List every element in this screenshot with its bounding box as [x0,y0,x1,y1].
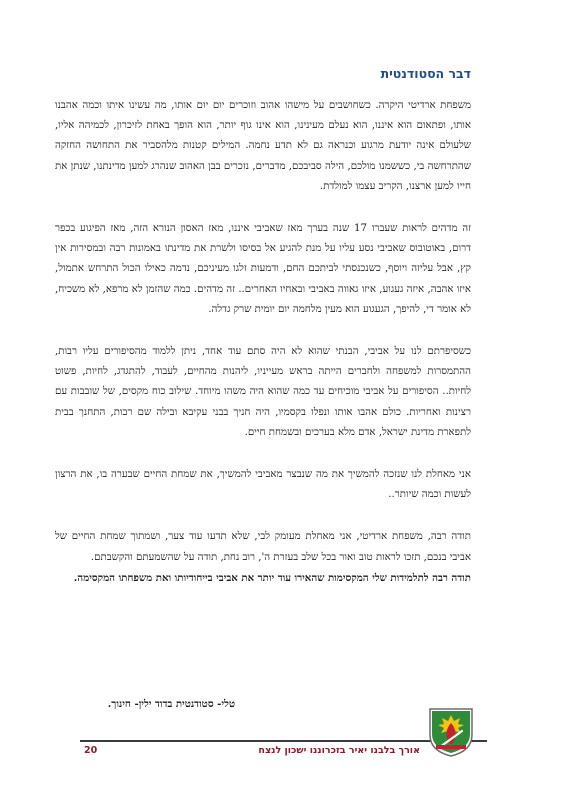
footer-motto: אורך בלבנו יאיר בזכרוננו ישכון לנצח [258,745,420,756]
unit-shield-emblem-icon [428,707,474,757]
paragraph-thanks-family: תודה רבה, משפחת ארדיטי, אני מאחלת מעומק לבי, שלא תדעו עוד צער, ושמתוך שמחת החיים של אביבי בנכם, תזכו לראות טוב ואור בכל שלב בעזרת ה', רוב נחת, תודה על שהשמעתם והקשבתם. [55,531,471,563]
paragraph-time-passed: זה מדהים לראות שעברו 17 שנה בערך מאז שאביבי איננו, מאז האסון הנורא הזה, מאז הפיגוע בכפר דרום, באוטובוס שאביבי נסע עליו על מנת להגיע אל בסיסו ולשרת את מדינתו באמונות רבה ובמסירות אין קץ, אבל עליזה ויוסף, כשנכנסתי לביתכם החם, ודמעות זלגו מעיניכם, נדמה כאילו הכול התרחש אתמול, איזו אהבה, איזה געגוע, איזו גאווה באביבי ובאחיו האחרים.. זה מדהים. כמה שהזמן לא מרפא, לא משכיח, לא אומר די, להיפך, הגעגוע הוא מעין מלחמה יום יומית שרק גדלה. [55,223,471,315]
signature: טלי- סטודנטית בדוד ילין- חינוך. [107,698,235,710]
paragraph-thanks-students: תודה רבה לתלמידות שלי המקסימות שהאירו עוד יותר את אביבי בייחודיותו ואת משפחתו המקסימה. [73,571,471,584]
paragraph-wish: אני מאחלת לנו שנזכה להמשיך את מה שנבצר מאביבי להמשיך, את שמחת החיים שבערה בו, את הרצון לעשות וכמה שיותר.. [55,469,471,501]
emblem-base [436,745,466,749]
page-number: 20 [84,745,98,756]
letter-body [55,96,471,610]
page-title: דבר הסטודנטית [380,66,471,81]
footer-divider [80,740,487,742]
paragraph-stories: כשסיפרתם לנו על אביבי, הבנתי שהוא לא היה סתם עוד אחד, ניתן ללמוד מהסיפורים עליו רבות, ההתמסרות למשפחה ולחברים הייתה בראש מעייניו, ליהנות מהחיים, לעבוד, להתגדג, לחיות, פשוט לחיות.. הסיפורים על אביבי מוכיחים עד כמה שהוא היה משהו מיוחד. שילוב כוח מקסים, של שובבות עם רצינות ואחריות. כולם אהבו אותו ונפלו בקסמיו, היה חניך בבני עקיבא ובילה שם רבות, התחנך בבית לתפארת מדינת ישראל, אדם מלא בערכים ובשמחת חיים. [55,346,471,438]
paragraph-greeting: משפחת ארדיטי היקרה. כשחושבים על מישהו אהוב וזוכרים יום יום אותו, מה עשינו איתו וכמה אהבנו אותו, ופתאום הוא איננו, הוא נעלם מעינינו, הוא אינו גוף יותר, הוא הופך באחת לזיכרון, לכמיהה אליו, שלעולם אינה יודעת מרגוע וכנראה גם לא תדע נחמה. המילים קטנות מלהסביר את התחושה החזקה שהתרחשה בי, כששמנו מולכם, הילה סביבכם, מדברים, נזכרים בבן האהוב שנהרג למען מדינתנו, שנתן את חייו למען ארצנו, הקריב עצמו למולדת. [55,100,471,192]
